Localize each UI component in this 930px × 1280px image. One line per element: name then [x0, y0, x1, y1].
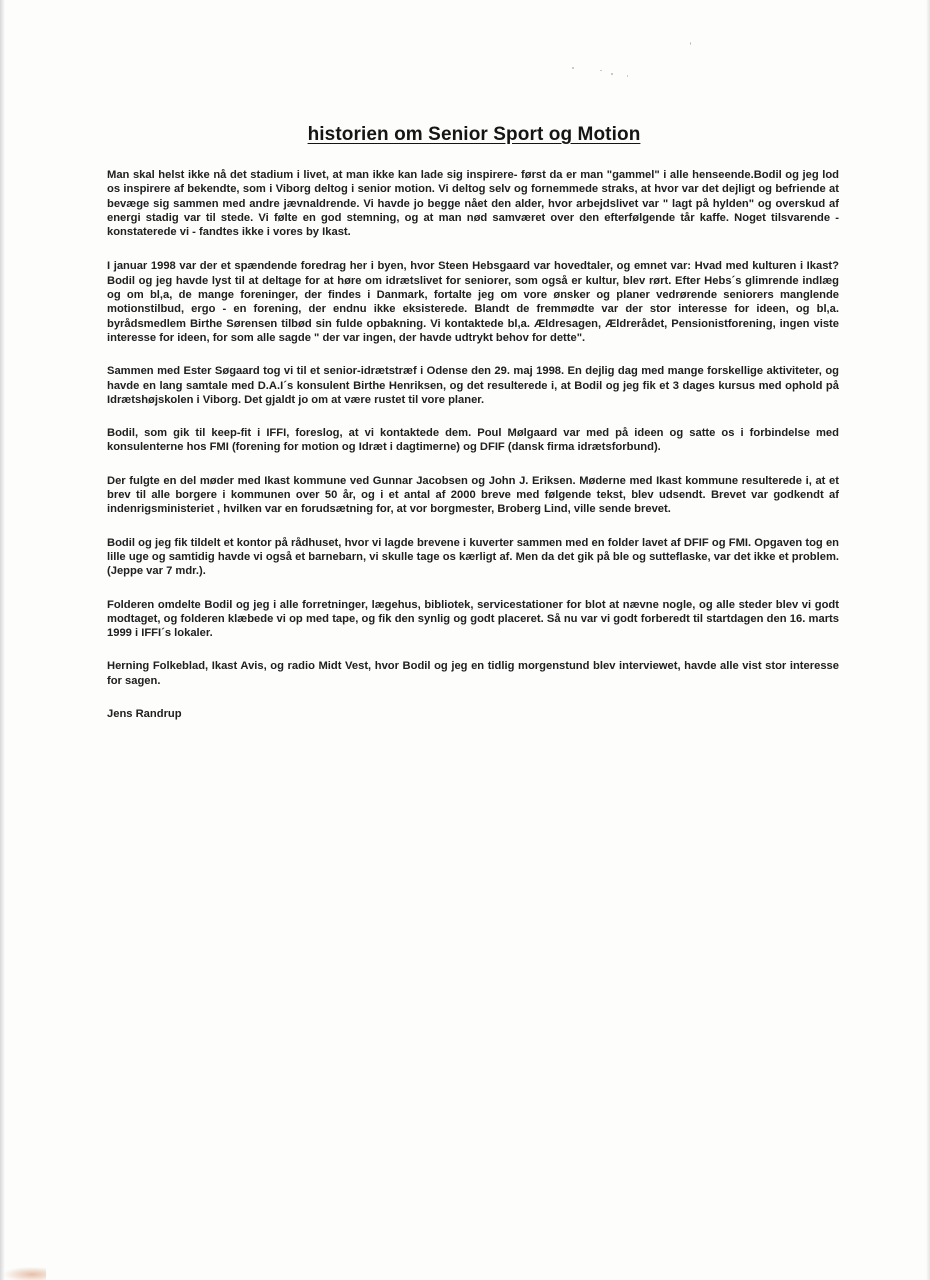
paragraph-municipality-meetings: Der fulgte en del møder med Ikast kommune ved Gunnar Jacobsen og John J. Eriksen. Møderne med Ikast kommune resulterede i, at et brev til alle borgere i kommunen over 50 år, og i et antal af 2000 breve med følgende tekst, blev udsendt. Brevet var godkendt af indenrigsministeriet , hvilken var en forudsætning for, at vor borgmester, Broberg Lind, ville sende brevet. — [107, 474, 839, 516]
scan-speck — [611, 73, 613, 75]
article-body — [107, 168, 839, 721]
paragraph-intro: Man skal helst ikke nå det stadium i livet, at man ikke kan lade sig inspirere- først da er man "gammel" i alle henseende.Bodil og jeg lod os inspirere af bekendte, som i Viborg deltog i senior motion. Vi deltog selv og fornemmede straks, at hvor var det dejligt og befriende at bevæge sig sammen med andre jævnaldrende. Vi havde jo begge nået den alder, hvor arbejdslivet var " lagt på hylden" og overskud af energi stadig var til stede. Vi følte en god stemning, og at man nød samværet over den efterfølgende tår kaffe. Noget tilsvarende - konstaterede vi - fandtes ikke i vores by Ikast. — [107, 169, 839, 239]
scan-speck — [572, 67, 574, 69]
scan-speck — [600, 70, 602, 71]
paragraph-office-work: Bodil og jeg fik tildelt et kontor på rådhuset, hvor vi lagde brevene i kuverter sammen med en folder lavet af DFIF og FMI. Opgaven tog en lille uge og samtidig havde vi også et barnebarn, vi skulle tage os kærligt af. Men da det gik på ble og sutteflaske, var det ikke et problem. (Jeppe var 7 mdr.). — [107, 536, 839, 578]
paragraph-odense-meeting: Sammen med Ester Søgaard tog vi til et senior-idrætstræf i Odense den 29. maj 1998. En dejlig dag med mange forskellige aktiviteter, og havde en lang samtale med D.A.I´s konsulent Birthe Henriksen, og det resulterede i, at Bodil og jeg fik et 3 dages kursus med ophold på Idrætshøjskolen i Viborg. Det gjaldt jo om at være rustet til vore planer. — [107, 365, 839, 406]
paragraph-lecture-1998: I januar 1998 var der et spændende foredrag her i byen, hvor Steen Hebsgaard var hovedtaler, og emnet var: Hvad med kulturen i Ikast? Bodil og jeg havde lyst til at deltage for at høre om idrætslivet for seniorer, som også er kultur, blev rørt. Efter Hebs´s glimrende indlæg og om bl,a, de mange foreninger, der findes i Danmark, fortalte jeg om vore ønsker og planer vedrørende seniorers manglende motionstilbud, ergo - en forening, der endnu ikke eksisterede. Blandt de fremmødte var der stor interesse for ideen, og bl,a. byrådsmedlem Birthe Sørensen tilbød sin fulde opbakning. Vi kontaktede bl,a. Ældresagen, Ældrerådet, Pensionistforening, ingen viste interesse for ideen, for som alle sagde " der var ingen, der havde udtrykt behov for dette". — [107, 260, 839, 344]
paragraph-press-coverage: Herning Folkeblad, Ikast Avis, og radio Midt Vest, hvor Bodil og jeg en tidlig morgenstund blev interviewet, havde alle vist stor interesse for sagen. — [107, 660, 839, 687]
scan-speck — [690, 42, 691, 45]
paragraph-folder-distribution: Folderen omdelte Bodil og jeg i alle forretninger, lægehus, bibliotek, servicestationer for blot at nævne nogle, og alle steder blev vi godt modtaget, og folderen klæbede vi op med tape, og fik den synlig og godt placeret. Så nu var vi godt forberedt til startdagen den 16. marts 1999 i IFFI´s lokaler. — [107, 598, 839, 640]
scan-speck — [627, 75, 628, 77]
paragraph-iffi-contact: Bodil, som gik til keep-fit i IFFI, foreslog, at vi kontaktede dem. Poul Mølgaard var med på ideen og satte os i forbindelse med konsulenterne hos FMI (forening for motion og Idræt i dagtimerne) og DFIF (dansk firma idrætsforbund). — [107, 427, 839, 454]
page-title: historien om Senior Sport og Motion — [307, 124, 641, 145]
scan-corner-mark — [0, 1266, 46, 1280]
author-signature: Jens Randrup — [107, 708, 182, 721]
